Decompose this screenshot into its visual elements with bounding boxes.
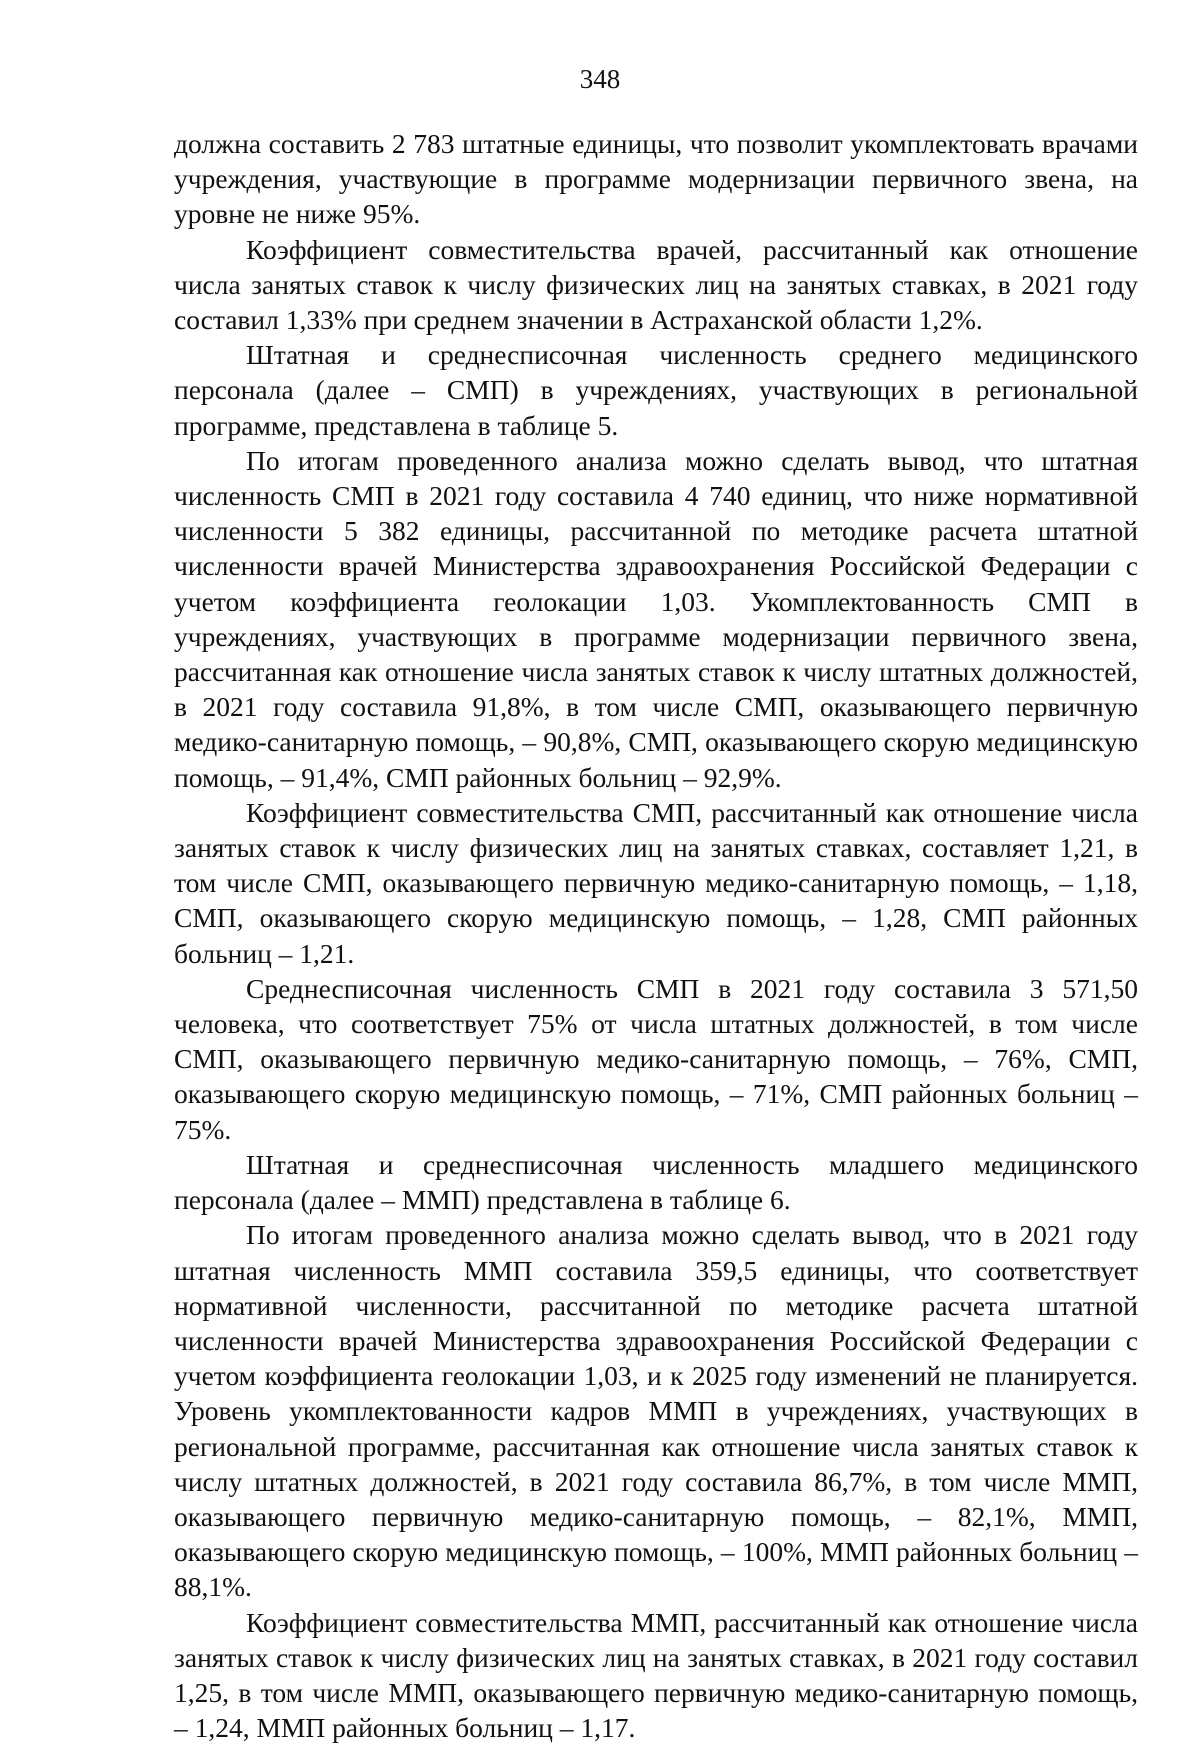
paragraph-junior-staff-table-ref: Штатная и среднесписочная численность младшего медицинского персонала (далее – ММП) представлена в таблице 6. <box>174 1148 1138 1216</box>
paragraph-continuation: должна составить 2 783 штатные единицы, что позволит укомплектовать врачами учреждения, участвующие в программе модернизации первичного звена, на уровне не ниже 95%. <box>174 128 1138 230</box>
paragraph-nurse-staff-table-ref: Штатная и среднесписочная численность среднего медицинского персонала (далее – СМП) в учреждениях, участвующих в региональной программе, представлена в таблице 5. <box>174 339 1138 441</box>
paragraph-junior-part-time-ratio: Коэффициент совместительства ММП, рассчитанный как отношение числа занятых ставок к числу физических лиц на занятых ставках, в 2021 году составил 1,25, в том числе ММП, оказывающего первичную медико-санитарную помощь, – 1,24, ММП районных больниц – 1,17. <box>174 1606 1138 1744</box>
paragraph-doctor-part-time-ratio: Коэффициент совместительства врачей, рассчитанный как отношение числа занятых ставок к числу физических лиц на занятых ставках, в 2021 году составил 1,33% при среднем значении в Астраханской области 1,2%. <box>174 233 1138 336</box>
paragraph-nurse-part-time-ratio: Коэффициент совместительства СМП, рассчитанный как отношение числа занятых ставок к числу физических лиц на занятых ставках, составляет 1,21, в том числе СМП, оказывающего первичную медико-санитарную помощь, – 1,18, СМП, оказывающего скорую медицинскую помощь, – 1,28, СМП районных больниц – 1,21. <box>174 796 1138 969</box>
paragraph-nurse-average-headcount: Среднесписочная численность СМП в 2021 году составила 3 571,50 человека, что соответствует 75% от числа штатных должностей, в том числе СМП, оказывающего первичную медико-санитарную помощь, – 76%, СМП, оказывающего скорую медицинскую помощь, – 71%, СМП районных больниц – 75%. <box>174 972 1138 1145</box>
paragraph-nurse-staffing-analysis: По итогам проведенного анализа можно сделать вывод, что штатная численность СМП в 2021 году составила 4 740 единиц, что ниже нормативной численности 5 382 единицы, рассчитанной по методике расчета штатной численности врачей Министерства здравоохранения Российской Федерации с учетом коэффициента геолокации 1,03. Укомплектованность СМП в учреждениях, участвующих в программе модернизации первичного звена, рассчитанная как отношение числа занятых ставок к числу штатных должностей, в 2021 году составила 91,8%, в том числе СМП, оказывающего первичную медико-санитарную помощь, – 90,8%, СМП, оказывающего скорую медицинскую помощь, – 91,4%, СМП районных больниц – 92,9%. <box>174 444 1138 793</box>
page-number: 348 <box>579 64 621 94</box>
paragraph-junior-staffing-analysis: По итогам проведенного анализа можно сделать вывод, что в 2021 году штатная численность ММП составила 359,5 единицы, что соответствует нормативной численности, рассчитанной по методике расчета штатной численности врачей Министерства здравоохранения Российской Федерации с учетом коэффициента геолокации 1,03, и к 2025 году изменений не планируется. Уровень укомплектованности кадров ММП в учреждениях, участвующих в региональной программе, рассчитанная как отношение числа занятых ставок к числу штатных должностей, в 2021 году составила 86,7%, в том числе ММП, оказывающего первичную медико-санитарную помощь, – 82,1%, ММП, оказывающего скорую медицинскую помощь, – 100%, ММП районных больниц – 88,1%. <box>174 1219 1138 1603</box>
document-body <box>174 126 1138 1745</box>
